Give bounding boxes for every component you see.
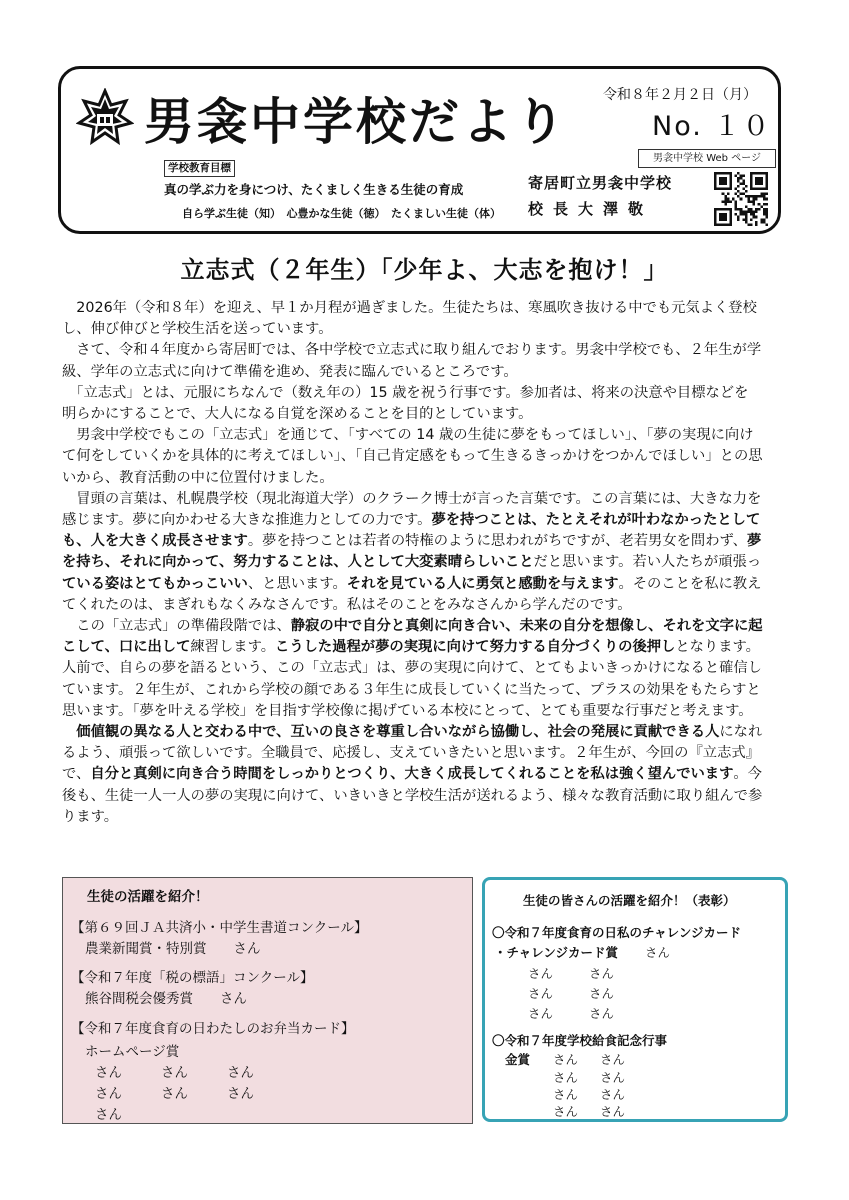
student-name: さん [95, 1107, 122, 1123]
student-name: さん [95, 1065, 122, 1081]
contest-title: 【第６９回ＪＡ共済小・中学生書道コンクール】 [71, 920, 368, 936]
article-line [62, 743, 792, 764]
article-text: ります。 [62, 808, 119, 825]
web-page-label: 男衾中学校 Web ページ [638, 149, 776, 168]
article-line [62, 383, 792, 404]
article-line [62, 446, 792, 467]
article-text: 後も、生徒一人一人の夢の実現に向けて、いきいきと学校生活が送れるよう、様々な教育活動に取り組んで参 [62, 787, 763, 804]
school-goal-tag: 学校教育目標 [164, 160, 235, 177]
article-text: し、伸び伸びと学校生活を送っています。 [62, 321, 333, 338]
emphasis-text: 静寂の中で自分と真剣に向き合い、未来の自分を想像し、それを文字に起 [290, 618, 763, 635]
issue-date: 令和８年２月２日（月） [603, 87, 757, 103]
emphasis-text: 価値観の異なる人と交わる中で、互いの良さを尊重し合いながら協働し、社会の発展に貢献できる人 [76, 724, 720, 741]
article-text: だと思います。若い人たちが頑張っ [533, 554, 762, 571]
qr-code-icon[interactable] [714, 172, 768, 226]
student-name: さん [600, 1104, 626, 1119]
article-text: 練習します。 [190, 639, 276, 656]
article-line [62, 552, 792, 573]
article-line [62, 786, 792, 807]
article-body [62, 298, 792, 828]
student-name: さん [589, 966, 615, 981]
article-line [62, 319, 792, 340]
article-line [62, 637, 792, 658]
student-name: さん [589, 986, 615, 1001]
student-name: さん [553, 1104, 579, 1119]
article-text: いから、教育活動の中に位置付けました。 [62, 469, 334, 486]
article-line [62, 298, 792, 319]
student-name: さん [161, 1086, 188, 1102]
student-name: さん [600, 1052, 626, 1067]
student-name: さん [227, 1065, 254, 1081]
student-name: さん [589, 1006, 615, 1021]
article-line [62, 510, 792, 531]
article-line [62, 680, 792, 701]
article-text: ています。２年生が、これから学校の顔である３年生に成長していくに当たって、プラスの効果をもたらすと [62, 681, 761, 698]
emphasis-text: こして、口に出して [62, 639, 191, 656]
emphasis-text: こうした過程が夢の実現に向けて努力する自分づくりの後押し [275, 639, 676, 656]
principal-name: 校長大澤敬 [528, 200, 654, 218]
emphasis-text: を持ち、それに向かって、努力することは、人として大変素晴らしいこと [62, 554, 534, 571]
award-box [482, 877, 788, 1122]
article-text: 「立志式」とは、元服にちなんで（数え年の）15 歳を祝う行事です。参加者は、将来の決意や目標などを [62, 384, 749, 401]
article-line [62, 404, 792, 425]
school-goal-main: 真の学ぶ力を身につけ、たくましく生きる生徒の育成 [164, 182, 464, 197]
article-text: この「立志式」の準備段階では、 [62, 618, 291, 635]
award-line: 熊谷間税会優秀賞 さん [85, 991, 247, 1007]
article-text: てくれたのは、まぎれもなくみなさんです。私はそのことをみなさんから学んだのです。 [62, 596, 632, 613]
student-name: さん [553, 1052, 579, 1067]
article-text: さて、令和４年度から寄居町では、各中学校で立志式に取り組んでおります。男衾中学校でも、２年生が学 [62, 342, 762, 359]
article-text: になれ [719, 724, 763, 741]
event-title: 〇令和７年度食育の日私のチャレンジカード [492, 925, 742, 940]
emphasis-text: ている姿はとてもかっこいい [62, 575, 248, 592]
emphasis-text: も、人を大きく成長させます [62, 533, 248, 550]
article-text: るよう、頑張って欲しいです。全職員で、応援し、支えていきたいと思います。２年生が、今回の『立志式』 [62, 745, 760, 762]
article-line [62, 531, 792, 552]
article-line [62, 574, 792, 595]
student-name: さん [227, 1086, 254, 1102]
article-text: 明らかにすることで、大人になる自覚を深めることを目的としています。 [62, 406, 533, 423]
article-text: 。そのことを私に教え [618, 575, 762, 592]
school-goal-sub: 自ら学ぶ生徒（知） 心豊かな生徒（徳） たくましい生徒（体） [182, 207, 501, 220]
article-line [62, 489, 792, 510]
student-name: さん [553, 1087, 579, 1102]
article-line [62, 595, 792, 616]
issue-number: No. １０ [652, 111, 772, 142]
emphasis-text: 夢を持つことは、たとえそれが叶わなかったとして [431, 512, 761, 529]
article-text: 級、学年の立志式に向けて準備を進め、発表に臨んでいるところです。 [62, 363, 518, 380]
student-name: さん [600, 1070, 626, 1085]
newsletter-title: 男衾中学校だより [144, 93, 568, 151]
award-line: 農業新聞賞・特別賞 さん [85, 941, 261, 957]
article-text: で、 [62, 766, 91, 783]
article-text: 男衾中学校でもこの「立志式」を通じて、「すべての 14 歳の生徒に夢をもってほしい」、「夢の実現に向け [62, 427, 754, 444]
article-line [62, 658, 792, 679]
school-name: 寄居町立男衾中学校 [528, 174, 673, 192]
award-line: 金賞 [505, 1052, 531, 1067]
award-line: ・チャレンジカード賞 [494, 945, 619, 960]
article-text: 、と思います。 [247, 575, 347, 592]
article-text: 。夢を持つことは若者の特権のように思われがちですが、老若男女を問わず、 [247, 533, 747, 550]
article-text: 感じます。夢に向かわせる大きな推進力としての力です。 [62, 512, 432, 529]
student-name: さん [161, 1065, 188, 1081]
article-line [62, 807, 792, 828]
student-activity-box [62, 877, 473, 1124]
article-text: 思います。「夢を叶える学校」を目指す学校像に掲げている本校にとって、とても重要な行事だと考えます。 [62, 702, 753, 719]
article-text [62, 724, 76, 740]
article-line [62, 722, 792, 743]
student-name: さん [528, 1006, 554, 1021]
article-text: 2026年（令和８年）を迎え、早１か月程が過ぎました。生徒たちは、寒風吹き抜ける中でも元気よく登校 [62, 300, 757, 316]
contest-title: 【令和７年度「税の標語」コンクール】 [71, 970, 314, 986]
article-line [62, 616, 792, 637]
article-line [62, 468, 792, 489]
event-title: 〇令和７年度学校給食記念行事 [492, 1033, 668, 1048]
emphasis-text: それを見ている人に勇気と感動を与えます [346, 575, 619, 592]
article-line [62, 362, 792, 383]
contest-title: 【令和７年度食育の日わたしのお弁当カード】 [71, 1021, 355, 1037]
article-text: 人前で、自らの夢を語るという、この「立志式」は、夢の実現に向けて、とてもよいきっかけになると確信し [62, 660, 762, 677]
student-name: さん [645, 945, 671, 960]
article-line [62, 764, 792, 785]
article-text: となります。 [675, 639, 760, 656]
award-box-title: 生徒の皆さんの活躍を紹介！（表彰） [523, 893, 736, 908]
activity-box-title: 生徒の活躍を紹介！ [87, 889, 209, 905]
article-headline: 立志式（２年生）「少年よ、大志を抱け！」 [180, 256, 669, 284]
award-line: ホームページ賞 [85, 1044, 180, 1060]
student-name: さん [600, 1087, 626, 1102]
article-line [62, 425, 792, 446]
article-text: 冒頭の言葉は、札幌農学校（現北海道大学）のクラーク博士が言った言葉です。この言葉には、大きな力を [62, 490, 762, 507]
article-line [62, 701, 792, 722]
emphasis-text: 自分と真剣に向き合う時間をしっかりとつくり、大きく成長してくれることを私は強く望んでいます [90, 766, 734, 783]
student-name: さん [553, 1070, 579, 1085]
emphasis-text: 夢 [746, 533, 762, 550]
student-name: さん [95, 1086, 122, 1102]
article-text: 。今 [733, 766, 762, 783]
student-name: さん [528, 986, 554, 1001]
article-line [62, 340, 792, 361]
student-name: さん [528, 966, 554, 981]
school-emblem-icon [76, 88, 134, 146]
article-text: て何をしていくかを具体的に考えてほしい」、「自己肯定感をもって生きるきっかけをつかんでほしい」との思 [62, 448, 763, 465]
